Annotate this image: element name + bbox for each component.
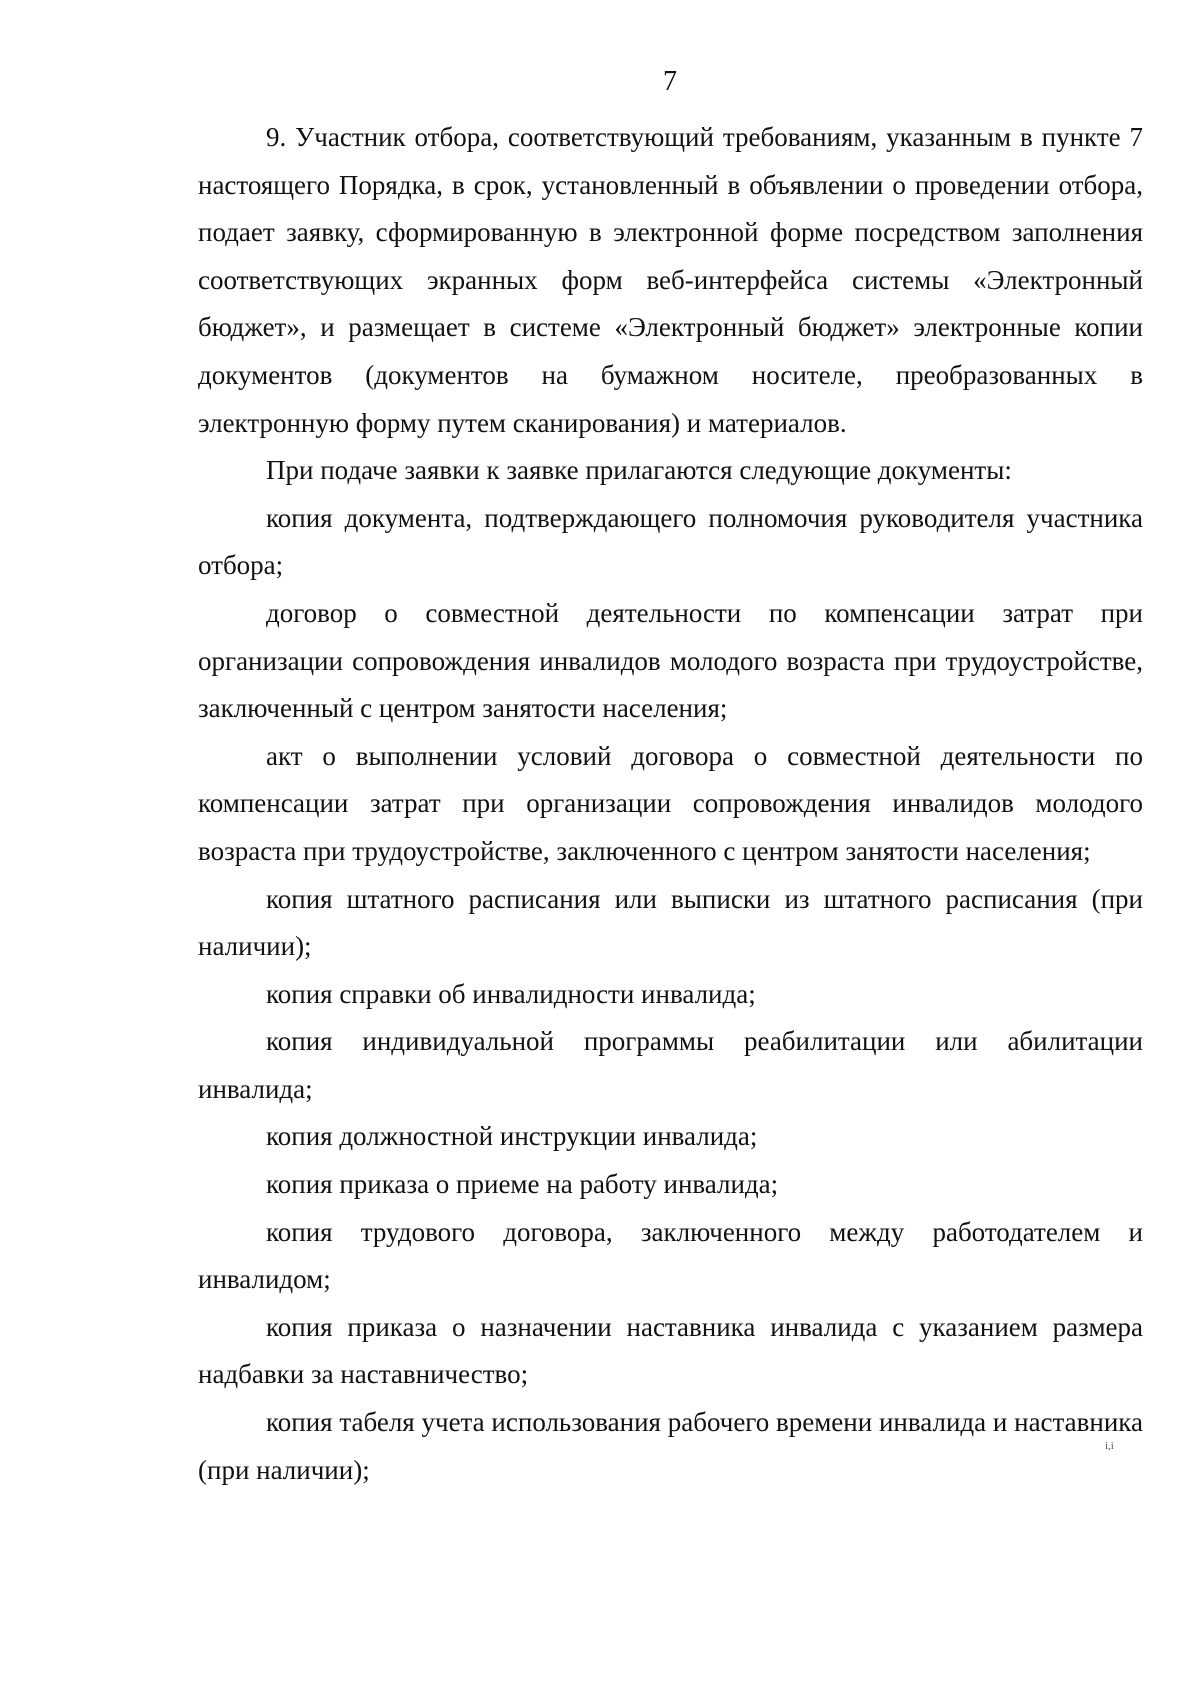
list-item-job-description: копия должностной инструкции инвалида;	[266, 1121, 758, 1152]
margin-mark: і,і	[1105, 1440, 1114, 1452]
paragraph-documents-intro: При подаче заявки к заявке прилагаются следующие документы:	[266, 455, 1012, 486]
paragraph-item-9: 9. Участник отбора, соответствующий требованиям, указанным в пункте 7 настоящего Порядка, в срок, установленный в объявлении о проведении отбора, подает заявку, сформированную в электронной форме посредством заполнения соответствующих экранных форм веб-интерфейса системы «Электронный бюджет», и размещает в системе «Электронный бюджет» электронные копии документов (документов на бумажном носителе, преобразованных в электронную форму путем сканирования) и материалов.	[198, 122, 1143, 438]
list-item-authority-copy: копия документа, подтверждающего полномочия руководителя участника отбора;	[198, 502, 1143, 581]
list-item-mentor-order: копия приказа о назначении наставника инвалида с указанием размера надбавки за наставничество;	[198, 1311, 1143, 1390]
list-item-fulfillment-act: акт о выполнении условий договора о совместной деятельности по компенсации затрат при организации сопровождения инвалидов молодого возраста при трудоустройстве, заключенного с центром занятости населения;	[198, 740, 1143, 866]
list-item-timesheet: копия табеля учета использования рабочего времени инвалида и наставника (при наличии);	[198, 1407, 1143, 1485]
page-number: 7	[663, 66, 677, 97]
list-item-joint-activity-contract: договор о совместной деятельности по компенсации затрат при организации сопровождения инвалидов молодого возраста при трудоустройстве, заключенный с центром занятости населения;	[198, 597, 1143, 724]
list-item-disability-certificate: копия справки об инвалидности инвалида;	[266, 978, 756, 1009]
list-item-hiring-order: копия приказа о приеме на работу инвалида;	[266, 1169, 779, 1200]
list-item-employment-contract: копия трудового договора, заключенного между работодателем и инвалидом;	[198, 1216, 1143, 1295]
list-item-rehabilitation-program: копия индивидуальной программы реабилитации или абилитации инвалида;	[198, 1026, 1143, 1104]
list-item-staff-schedule: копия штатного расписания или выписки из штатного расписания (при наличии);	[198, 883, 1143, 962]
document-body	[198, 114, 1143, 1494]
